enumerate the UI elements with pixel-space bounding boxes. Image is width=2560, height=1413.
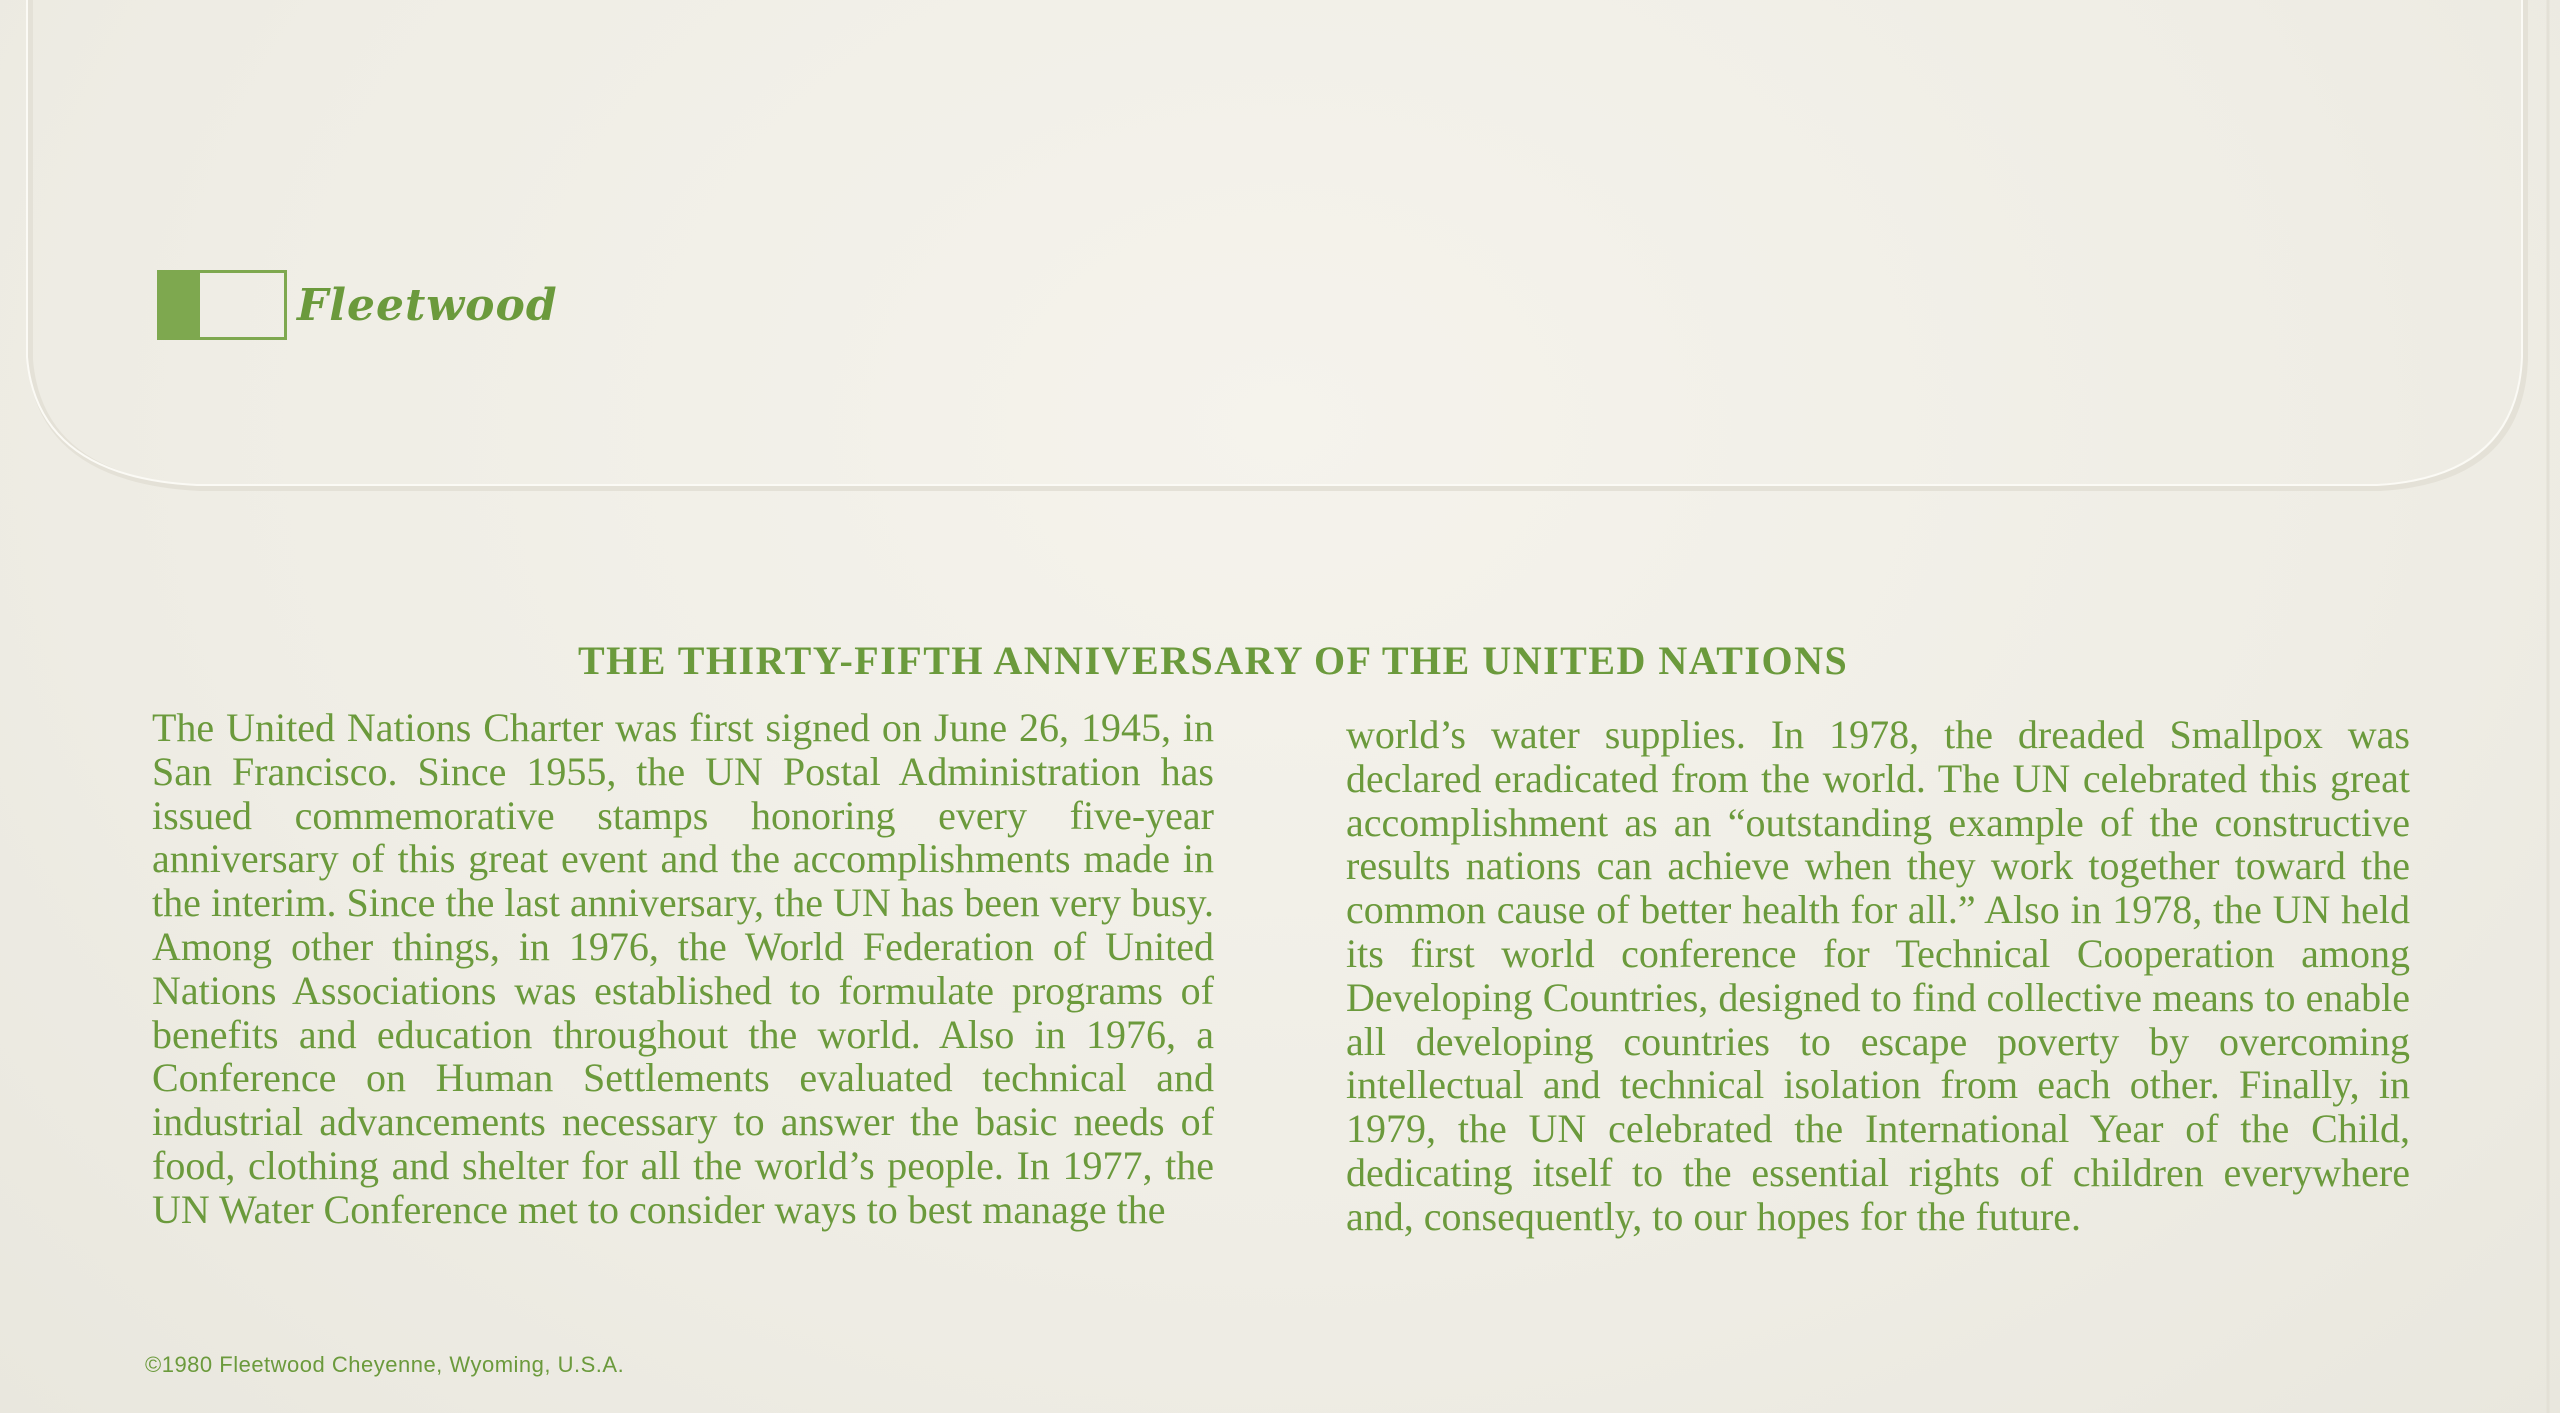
logo-wordmark: Fleetwood [297, 279, 558, 331]
body-column-left [152, 706, 1214, 1232]
body-column-right [1346, 713, 2410, 1239]
fleetwood-logo [157, 270, 558, 340]
logo-box-icon [157, 270, 287, 340]
copyright-footer: ©1980 Fleetwood Cheyenne, Wyoming, U.S.A. [145, 1352, 625, 1377]
page-title: THE THIRTY-FIFTH ANNIVERSARY OF THE UNITED NATIONS [578, 638, 1849, 683]
body-text-right: world’s water supplies. In 1978, the dreaded Smallpox was declared eradicated from the world. The UN celebrated this great accomplishment as an “outstanding example of the constructive results nations can achieve when they work together toward the common cause of better health for all.” Also in 1978, the UN held its first world conference for Technical Cooperation among Developing Countries, designed to find collective means to enable all developing countries to escape poverty by overcoming intellectual and technical isolation from each other. Finally, in 1979, the UN celebrated the International Year of the Child, dedicating itself to the essential rights of children everywhere and, consequently, to our hopes for the future. [1346, 712, 2410, 1239]
body-text-left: The United Nations Charter was first signed on June 26, 1945, in San Francisco. Since 1955, the UN Postal Administration has issued commemorative stamps honoring every five-year anniversary of this great event and the accomplishments made in the interim. Since the last anniversary, the UN has been very busy. Among other things, in 1976, the World Federation of United Nations Associations was established to formulate programs of benefits and education throughout the world. Also in 1976, a Conference on Human Settlements evaluated technical and industrial advancements necessary to answer the basic needs of food, clothing and shelter for all the world’s people. In 1977, the UN Water Conference met to consider ways to best manage the [152, 705, 1214, 1232]
